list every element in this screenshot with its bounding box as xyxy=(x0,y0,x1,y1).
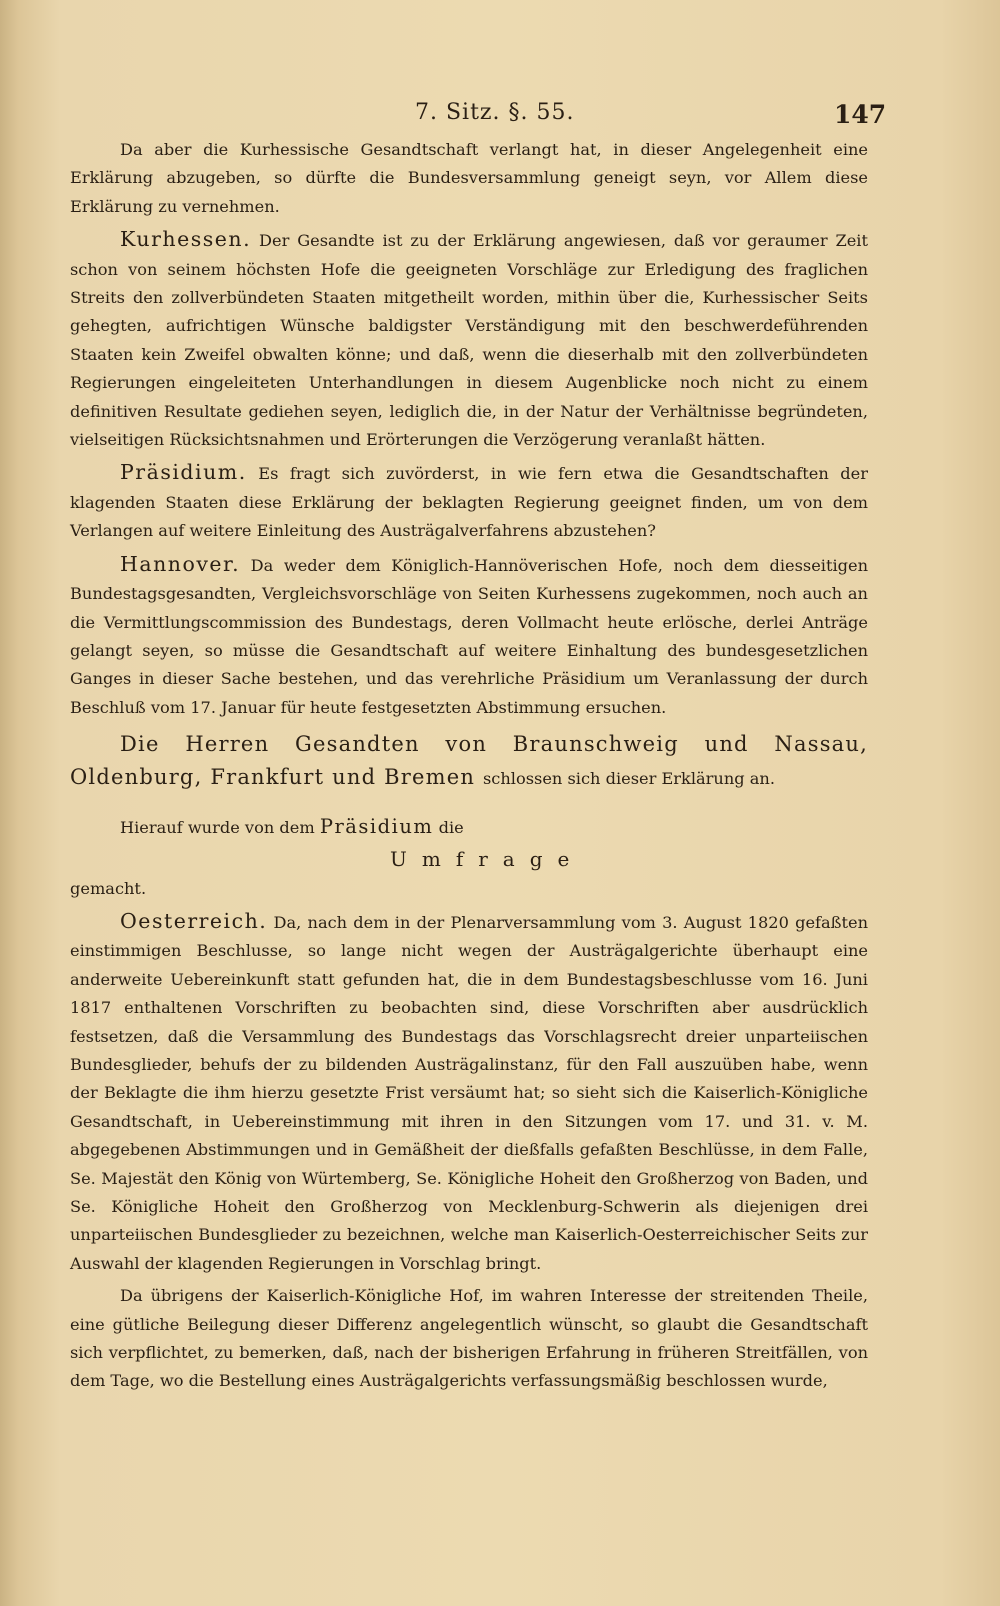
paragraph-text: Da übrigens der Kaiserlich-Königliche Hof, im wahren Interesse der streitenden Theile, eine gütliche Beilegung dieser Differenz angelegentlich wünscht, so glaubt die Gesandtschaft sich verpflichtet, zu bemerken, daß, nach der bisherigen Erfahrung in früheren Streitfällen, von dem Tage, wo die Bestellung eines Austrägalgerichts verfassungsmäßig beschlossen wurde, xyxy=(70,1286,868,1391)
speaker-praesidium: Präsidium. xyxy=(120,460,247,485)
paragraph-joint-envoys xyxy=(70,728,868,795)
paragraph-intro xyxy=(70,136,868,221)
paragraph-text: die xyxy=(438,818,464,838)
speaker-oesterreich: Oesterreich. xyxy=(120,908,268,933)
paragraph-gemacht: gemacht. xyxy=(70,878,147,898)
running-head: 7. Sitz. §. 55. xyxy=(415,100,575,125)
paragraph-hannover xyxy=(70,550,868,722)
umfrage-heading: Umfrage xyxy=(390,846,585,871)
paragraph-praesidium xyxy=(70,458,868,545)
paragraph-text: schlossen sich dieser Erklärung an. xyxy=(482,769,775,789)
paragraph-text: Da, nach dem in der Plenarversammlung vom 3. August 1820 gefaßten einstimmigen Beschlusse, so lange nicht wegen der Austrägalgerichte überhaupt eine anderweite Uebereinkunft statt gefunden hat, die in dem Bundestagsbeschlusse vom 16. Juni 1817 enthaltenen Vorschriften zu beobachten sind, diese Vorschriften aber ausdrücklich festsetzen, daß die Versammlung des Bundestags das Vorschlagsrecht dreier unparteiischen Bundesglieder, behufs der zu bildenden Austrägalinstanz, für den Fall auszuüben habe, wenn der Beklagte die ihm hierzu gesetzte Frist versäumt hat; so sieht sich die Kaiserlich-Königliche Gesandtschaft, in Uebereinstimmung mit ihren in den Sitzungen vom 17. und 31. v. M. abgegebenen Abstimmungen und in Gemäßheit der dießfalls gefaßten Beschlüsse, in dem Falle, Se. Majestät den König von Würtemberg, Se. Königliche Hoheit den Großherzog von Baden, und Se. Königliche Hoheit den Großherzog von Mecklenburg-Schwerin als diejenigen drei unparteiischen Bundesglieder zu bezeichnen, welche man Kaiserlich-Oesterreichischer Seits zur Auswahl der klagenden Regierungen in Vorschlag bringt. xyxy=(70,912,868,1273)
paragraph-text: Der Gesandte ist zu der Erklärung angewiesen, daß vor geraumer Zeit schon von seinem höchsten Hofe die geeigneten Vorschläge zur Erledigung des fraglichen Streits den zollverbündeten Staaten mitgetheilt worden, mithin über die, Kurhessischer Seits gehegten, aufrichtigen Wünsche baldigster Verständigung mit den beschwerdeführenden Staaten kein Zweifel obwalten könne; und daß, wenn die dieserhalb mit den zollverbündeten Regierungen eingeleiteten Unterhandlungen in diesem Augenblicke noch nicht zu einem definitiven Resultate gediehen seyen, lediglich die, in der Natur der Verhältnisse begründeten, vielseitigen Rücksichtsnahmen und Erörterungen die Verzögerung veranlaßt hätten. xyxy=(70,231,868,450)
page-header xyxy=(0,96,1000,136)
paragraph-text: Es fragt sich zuvörderst, in wie fern etwa die Gesandtschaften der klagenden Staaten diese Erklärung der beklagten Regierung geeignet finden, um von dem Verlangen auf weitere Einleitung des Austrägalverfahrens abzustehen? xyxy=(70,464,868,541)
speaker-hannover: Hannover. xyxy=(120,551,241,576)
paragraph-text: Da aber die Kurhessische Gesandtschaft verlangt hat, in dieser Angelegenheit eine Erklärung abzugeben, so dürfte die Bundesversammlung geneigt seyn, vor Allem diese Erklärung zu vernehmen. xyxy=(70,140,868,216)
envoys-names: Die Herren Gesandten von Braunschweig und Nassau, Oldenburg, Frankfurt und Bremen xyxy=(70,732,868,790)
paragraph-oesterreich xyxy=(70,907,868,1278)
paragraph-continuation xyxy=(70,1282,868,1396)
speaker-praesidium-inline: Präsidium xyxy=(319,815,434,839)
paragraph-kurhessen xyxy=(70,225,868,454)
page-body xyxy=(70,136,868,1396)
paragraph-text: Hierauf wurde von dem xyxy=(120,818,315,838)
speaker-kurhessen: Kurhessen. xyxy=(120,227,252,252)
page-number: 147 xyxy=(834,100,887,129)
paragraph-text: Da weder dem Königlich-Hannöverischen Hofe, noch dem diesseitigen Bundestagsgesandten, Vergleichsvorschläge von Seiten Kurhessens zugekommen, noch auch an die Vermittlungscommission des Bundestags, deren Vollmacht heute erlösche, derlei Anträge gelangt seyen, so müsse die Gesandtschaft auf weitere Einhaltung des bundesgesetzlichen Ganges in dieser Sache bestehen, und das verehrliche Präsidium um Veranlassung der durch Beschluß vom 17. Januar für heute festgesetzten Abstimmung ersuchen. xyxy=(70,555,868,717)
paragraph-umfrage-intro xyxy=(70,813,868,842)
